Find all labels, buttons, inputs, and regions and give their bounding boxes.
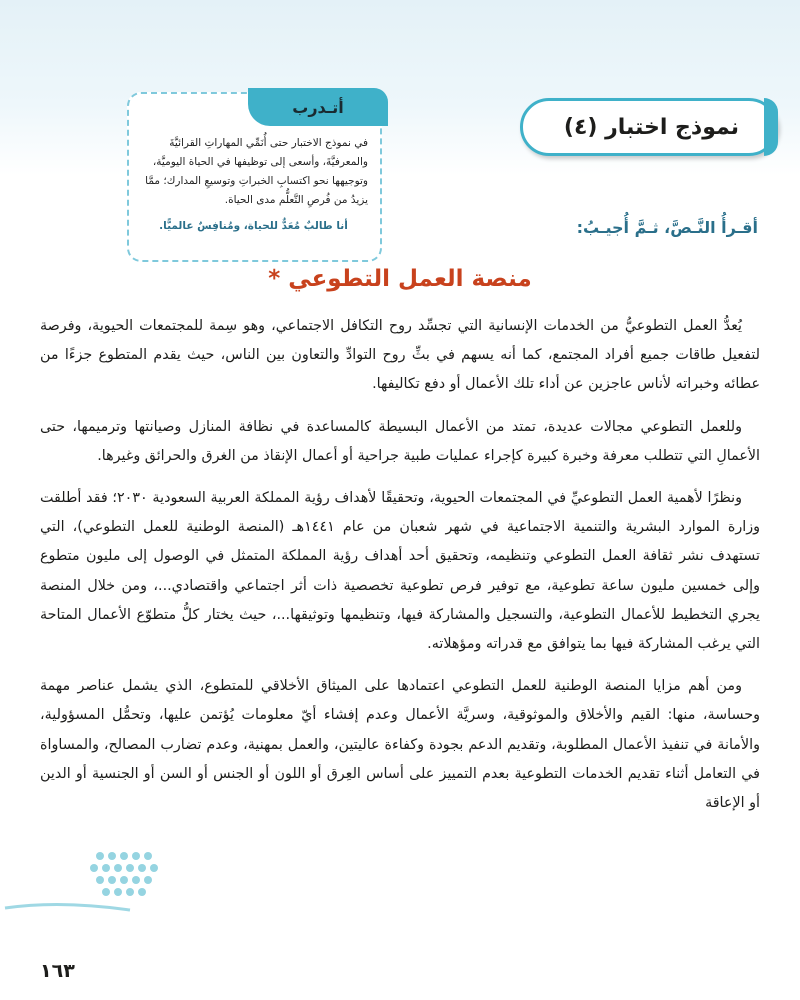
training-tab: أتـدرب bbox=[248, 88, 388, 126]
training-motto: أنا طالبٌ مُعَدٌّ للحياة، ومُنافِسٌ عالميًّا. bbox=[159, 220, 348, 232]
test-title: نموذج اختبار (٤) bbox=[563, 114, 739, 140]
instruction: أقـرأُ النَّـصَّ، ثـمَّ أُجيـبُ: bbox=[576, 218, 758, 237]
test-title-pill bbox=[520, 98, 778, 156]
training-text: في نموذج الاختبار حتى أُنَمِّي المهاراتِ القرائيَّةَ والمعرفيَّةَ، وأسعى إلى توظيفها في الحياة اليوميَّة، وتوجيهها نحو اكتسابِ الخبراتِ وتوسيعِ المدارك؛ ممَّا يزيدُ من فُرصِ التَّعلُّم مدى الحياة. bbox=[145, 137, 368, 206]
training-box bbox=[127, 92, 382, 262]
article-body bbox=[40, 312, 760, 831]
paragraph: ونظرًا لأهمية العمل التطوعيِّ في المجتمعات الحيوية، وتحقيقًا لأهداف رؤية المملكة العربية السعودية ٢٠٣٠؛ فقد أطلقت وزارة الموارد البشرية والتنمية الاجتماعية في شهر شعبان من عام ١٤٤١هـ (المنصة الوطنية للعمل التطوعي)، التي تستهدف نشر ثقافة العمل التطوعي وتنظيمه، وتحقيق أحد أهداف رؤية المملكة المتمثل في الوصول إلى مليون متطوع وإلى خمسين مليون ساعة تطوعية، مع توفير فرص تطوعية تخصصية ذات أثر اجتماعي واقتصادي...، ومن خلال المنصة يجري التخطيط للأعمال التطوعية، والتسجيل والمشاركة فيها، وتنظيمها وتوثيقها...، حيث يختار كلُّ متطوّع الأعمال المتاحة التي يرغب المشاركة فيها بما يتوافق مع قدراته ومؤهلاته. bbox=[40, 490, 761, 653]
paragraph: يُعدُّ العمل التطوعيُّ من الخدمات الإنسانية التي تجسِّد روح التكافل الاجتماعي، وهو سِمة للمجتمعات الحيوية، وفرصة لتفعيل طاقات جميع أفراد المجتمع، كما أنه يسهم في بثِّ روح التوادِّ والتعاون بين الناس، حيث يقدم المتطوع جزءًا من عطائه وخبراته لأناس عاجزين عن أداء تلك الأعمال أو دفع تكاليفها. bbox=[40, 318, 760, 393]
dot-pattern-watermark bbox=[0, 848, 170, 918]
paragraph: وللعمل التطوعي مجالات عديدة، تمتد من الأعمال البسيطة كالمساعدة في نظافة المنازل وصيانتها وترميمها، حتى الأعمالِ التي تتطلب معرفة وخبرة كبيرة كإجراء عمليات طبية جراحية أو أعمال الإنقاذ من الغرق والحرائق وغيرها. bbox=[40, 418, 760, 464]
article-title: منصة العمل التطوعي * bbox=[268, 266, 532, 292]
page-number: ١٦٣ bbox=[40, 960, 75, 982]
paragraph: ومن أهم مزايا المنصة الوطنية للعمل التطوعي اعتمادها على الميثاق الأخلاقي للمتطوع، الذي يشمل عناصر مهمة وحساسة، منها: القيم والأخلاق والموثوقية، وسريَّة الأعمال وعدم إفشاء أيّ معلومات يُؤتمن عليها، وتحمُّل المسؤولية، والأمانة في تنفيذ الأعمال المطلوبة، وتقديم الدعم بجودة وكفاءة عاليتين، والعمل بمهنية، وعدم تضارب المصالح، والمساواة في التعامل أثناء تقديم الخدمات التطوعية بعدم التمييز على أساس العِرق أو اللون أو الجنس أو السن أو الجنسية أو الدين أو الإعاقة bbox=[40, 678, 760, 812]
